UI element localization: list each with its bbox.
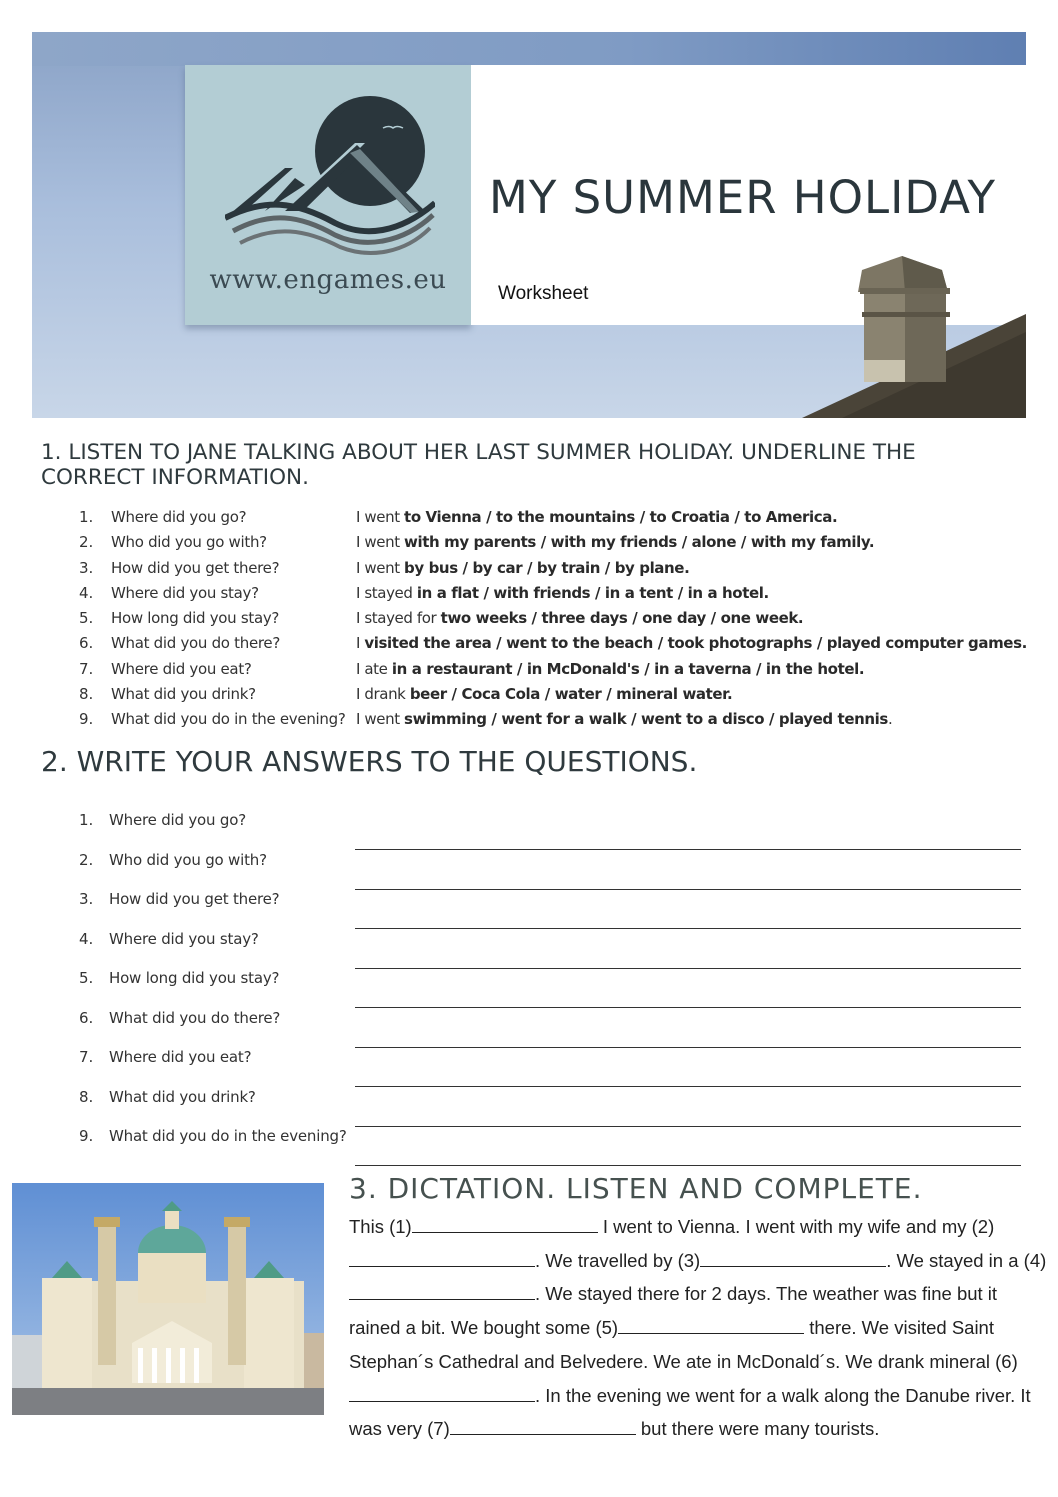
section2-heading: 2. WRITE YOUR ANSWERS TO THE QUESTIONS. [41, 745, 698, 778]
question-text: What did you drink? [111, 685, 256, 704]
question-text: How did you get there? [111, 558, 280, 577]
list-item [79, 684, 1039, 709]
item-number: 3. [79, 558, 94, 577]
blank-5[interactable] [618, 1316, 804, 1334]
answer-lead: I went [356, 710, 405, 729]
mountain-logo-icon [225, 83, 435, 258]
item-number: 6. [79, 634, 94, 653]
section1-heading-line2: CORRECT INFORMATION. [41, 465, 309, 490]
question-text: What did you do in the evening? [109, 1127, 347, 1145]
dictation-text: . We travelled by (3) [535, 1249, 701, 1271]
dictation-text: . We stayed in a (4) [886, 1249, 1047, 1271]
item-number: 3. [79, 890, 94, 908]
dictation-text: there. We visited Saint Stephan´s Cathedral and Belvedere. We ate in McDonald´s. We drank mineral (6) [349, 1317, 1018, 1372]
list-item [79, 659, 1039, 684]
answer-tail: . [887, 710, 893, 729]
answer-lead: I went [356, 558, 405, 577]
answer-lead: I went [356, 533, 405, 552]
item-number: 4. [79, 583, 94, 602]
item-number: 4. [79, 929, 94, 948]
question-text: Where did you go? [109, 811, 246, 829]
answer-lead: I [356, 634, 365, 653]
answer-lead: I stayed [356, 583, 417, 602]
item-number: 6. [79, 1008, 94, 1027]
answer-lead: I drank [356, 685, 410, 704]
answer-row [79, 968, 1024, 1008]
list-item [79, 633, 1039, 658]
answer-options [356, 558, 689, 578]
question-text: What did you do there? [109, 1008, 281, 1027]
item-number: 9. [79, 710, 94, 729]
options-text[interactable]: to Vienna / to the mountains / to Croatia / to America. [404, 508, 838, 526]
blank-6[interactable] [349, 1384, 535, 1402]
question-text: What did you do in the evening? [111, 710, 346, 729]
answer-input[interactable] [355, 907, 1021, 929]
answer-options [356, 583, 769, 603]
dictation-text: . In the evening we went for a walk along the Danube river. It was very (7) [349, 1384, 1031, 1440]
item-number: 5. [79, 609, 94, 628]
answer-row [79, 850, 1024, 890]
answer-lead: I stayed for [356, 609, 441, 628]
answer-row [79, 1126, 1024, 1166]
options-text[interactable]: two weeks / three days / one day / one week. [440, 609, 804, 628]
answer-options [356, 507, 837, 527]
blank-3[interactable] [700, 1249, 886, 1267]
church-photo [12, 1183, 324, 1415]
answer-input[interactable] [355, 947, 1021, 969]
answer-input[interactable] [355, 1026, 1021, 1048]
item-number: 2. [79, 850, 94, 869]
options-text[interactable]: with my parents / with my friends / alone / with my family. [404, 533, 875, 552]
question-text: Where did you eat? [111, 659, 252, 678]
answer-lead: I went [356, 508, 405, 526]
list-item [79, 709, 1039, 734]
question-text: How long did you stay? [109, 969, 280, 987]
answer-row [79, 889, 1024, 929]
list-item [79, 532, 1039, 557]
answer-options [356, 659, 864, 679]
question-text: Where did you stay? [111, 583, 259, 602]
answer-input[interactable] [355, 828, 1021, 850]
page-title: MY SUMMER HOLIDAY [489, 171, 997, 224]
dictation-text: . We stayed there for 2 days. The weather was fine but it rained a bit. We bought some (5) [349, 1283, 998, 1339]
dictation-paragraph [349, 1210, 1049, 1446]
question-text: What did you do there? [111, 634, 280, 653]
item-number: 5. [79, 969, 94, 987]
item-number: 9. [79, 1127, 94, 1145]
page-subtitle: Worksheet [498, 283, 589, 304]
question-text: Who did you go with? [111, 533, 267, 552]
dictation-text: but there were many tourists. [635, 1418, 880, 1440]
logo-box [185, 65, 471, 325]
answer-options [356, 532, 874, 552]
item-number: 2. [79, 533, 94, 552]
question-text: Who did you go with? [109, 850, 267, 869]
dictation-text: I went to Vienna. I went with my wife and my (2) [597, 1216, 995, 1237]
question-text: How did you get there? [109, 890, 280, 908]
item-number: 7. [79, 1048, 94, 1066]
question-text: How long did you stay? [111, 609, 280, 628]
answer-input[interactable] [355, 868, 1021, 890]
options-text[interactable]: beer / Coca Cola / water / mineral water. [409, 685, 733, 704]
answer-input[interactable] [355, 1144, 1021, 1166]
section1-heading [41, 440, 1041, 490]
section1-heading-line1: 1. LISTEN TO JANE TALKING ABOUT HER LAST SUMMER HOLIDAY. UNDERLINE THE [41, 440, 916, 465]
dictation-text: This (1) [349, 1216, 412, 1237]
answer-options [356, 709, 892, 729]
section3-heading: 3. DICTATION. LISTEN AND COMPLETE. [349, 1172, 923, 1205]
question-text: Where did you stay? [109, 929, 259, 948]
answer-row [79, 929, 1024, 969]
blank-2[interactable] [349, 1249, 535, 1267]
options-text[interactable]: by bus / by car / by train / by plane. [404, 558, 690, 577]
options-text[interactable]: swimming / went for a walk / went to a disco / played tennis [404, 710, 888, 729]
church-image-icon [12, 1183, 324, 1415]
options-text[interactable]: visited the area / went to the beach / took photographs / played computer games. [364, 634, 1027, 653]
chimney-icon [802, 252, 1026, 418]
item-number: 1. [79, 508, 94, 526]
blank-1[interactable] [412, 1215, 598, 1233]
item-number: 7. [79, 659, 94, 678]
answer-input[interactable] [355, 1105, 1021, 1127]
answers-list [79, 810, 1024, 1166]
answer-options [356, 633, 1027, 653]
header-banner [32, 32, 1026, 418]
list-item [79, 558, 1039, 583]
blank-4[interactable] [349, 1282, 535, 1300]
answer-input[interactable] [355, 986, 1021, 1008]
chimney-roof-image [802, 252, 1026, 418]
answer-row [79, 1047, 1024, 1087]
question-text: What did you drink? [109, 1087, 256, 1106]
options-text[interactable]: in a flat / with friends / in a tent / in a hotel. [416, 583, 769, 602]
blank-7[interactable] [450, 1417, 636, 1435]
answer-row [79, 810, 1024, 850]
answer-row [79, 1087, 1024, 1127]
question-text: Where did you eat? [109, 1048, 252, 1066]
options-text[interactable]: in a restaurant / in McDonald's / in a taverna / in the hotel. [391, 659, 865, 678]
item-number: 8. [79, 1087, 94, 1106]
list-item [79, 507, 1039, 532]
item-number: 1. [79, 811, 94, 829]
answer-row [79, 1008, 1024, 1048]
listening-list [79, 507, 1039, 735]
list-item [79, 583, 1039, 608]
answer-input[interactable] [355, 1065, 1021, 1087]
list-item [79, 608, 1039, 633]
banner-top-strip [32, 32, 1026, 66]
answer-lead: I ate [356, 659, 392, 678]
item-number: 8. [79, 685, 94, 704]
logo-url-text: www.engames.eu [209, 265, 447, 295]
question-text: Where did you go? [111, 508, 247, 526]
answer-options [356, 608, 803, 628]
answer-options [356, 684, 732, 704]
